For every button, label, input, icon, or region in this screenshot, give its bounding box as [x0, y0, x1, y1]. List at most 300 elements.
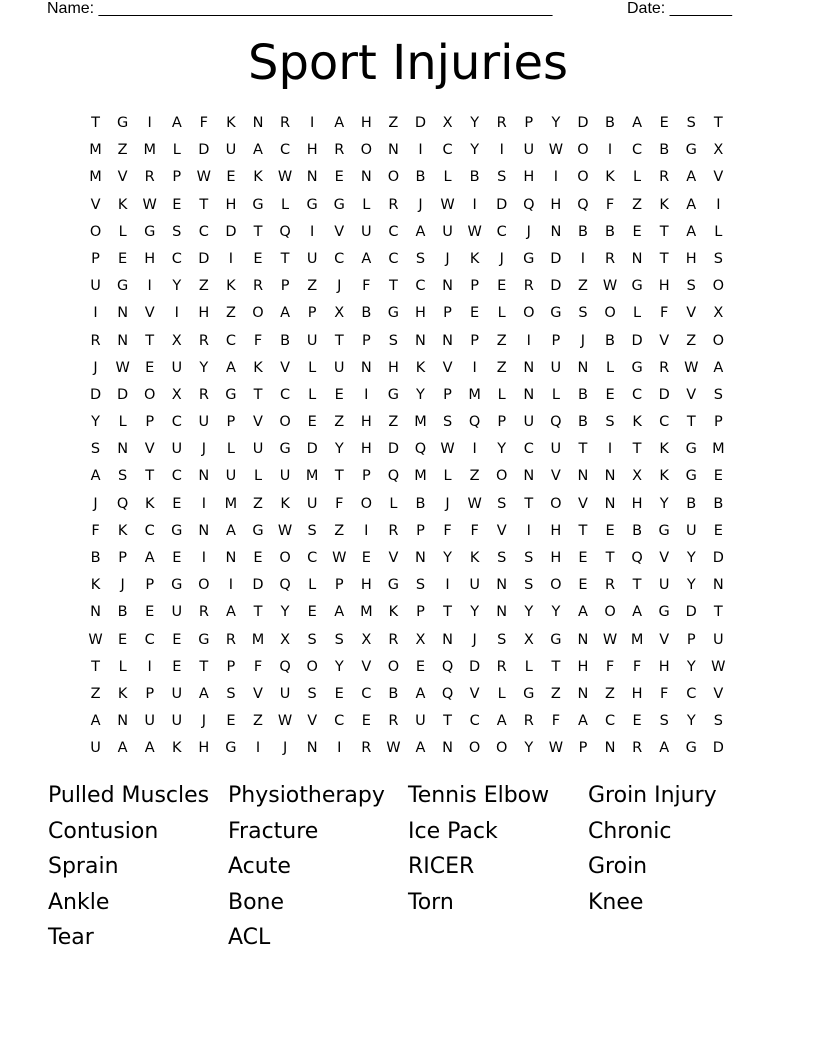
grid-letter[interactable]: L: [497, 305, 506, 322]
grid-letter[interactable]: I: [364, 386, 369, 403]
grid-letter[interactable]: J: [201, 713, 206, 730]
grid-letter[interactable]: G: [198, 631, 210, 648]
grid-letter[interactable]: E: [632, 713, 642, 730]
grid-letter[interactable]: O: [360, 142, 373, 159]
grid-letter[interactable]: Y: [686, 577, 696, 594]
grid-letter[interactable]: E: [118, 250, 128, 267]
grid-letter[interactable]: V: [253, 685, 263, 702]
grid-letter[interactable]: Y: [659, 495, 669, 512]
grid-letter[interactable]: E: [497, 278, 507, 295]
grid-letter[interactable]: H: [577, 658, 589, 675]
grid-letter[interactable]: H: [198, 305, 210, 322]
grid-letter[interactable]: V: [307, 713, 318, 730]
grid-letter[interactable]: P: [118, 550, 127, 566]
grid-letter[interactable]: C: [523, 441, 534, 458]
grid-letter[interactable]: Z: [198, 278, 209, 295]
grid-letter[interactable]: G: [550, 631, 562, 648]
grid-letter[interactable]: U: [225, 468, 237, 485]
grid-letter[interactable]: N: [387, 142, 399, 159]
grid-letter[interactable]: A: [198, 685, 209, 702]
grid-letter[interactable]: G: [685, 468, 697, 485]
grid-letter[interactable]: V: [496, 522, 507, 539]
grid-letter[interactable]: D: [414, 115, 427, 131]
grid-letter[interactable]: K: [172, 740, 182, 757]
grid-letter[interactable]: E: [334, 169, 344, 186]
grid-letter[interactable]: V: [334, 223, 345, 240]
grid-letter[interactable]: Z: [225, 305, 236, 322]
grid-letter[interactable]: C: [632, 142, 643, 159]
grid-letter[interactable]: P: [470, 278, 479, 295]
grid-letter[interactable]: C: [334, 713, 345, 730]
grid-letter[interactable]: S: [713, 713, 723, 730]
grid-letter[interactable]: F: [253, 332, 263, 349]
grid-letter[interactable]: I: [147, 115, 152, 131]
grid-letter[interactable]: Q: [468, 414, 481, 431]
grid-letter[interactable]: V: [713, 685, 724, 702]
grid-letter[interactable]: W: [548, 142, 564, 159]
grid-letter[interactable]: N: [306, 740, 318, 757]
grid-letter[interactable]: G: [144, 223, 156, 240]
grid-letter[interactable]: A: [225, 604, 236, 621]
grid-letter[interactable]: Y: [280, 604, 290, 621]
grid-letter[interactable]: P: [361, 468, 371, 485]
grid-letter[interactable]: S: [388, 332, 398, 349]
grid-letter[interactable]: G: [333, 196, 345, 213]
grid-letter[interactable]: H: [631, 495, 643, 512]
grid-letter[interactable]: I: [607, 441, 613, 458]
grid-letter[interactable]: J: [499, 250, 504, 267]
grid-letter[interactable]: U: [415, 713, 426, 730]
grid-letter[interactable]: A: [686, 223, 697, 240]
grid-letter[interactable]: Z: [334, 414, 345, 431]
grid-letter[interactable]: S: [497, 631, 507, 648]
grid-letter[interactable]: L: [308, 359, 317, 376]
grid-letter[interactable]: S: [497, 495, 507, 512]
grid-letter[interactable]: H: [144, 250, 156, 267]
grid-letter[interactable]: G: [387, 305, 400, 322]
grid-letter[interactable]: Z: [686, 332, 697, 349]
grid-letter[interactable]: E: [659, 115, 669, 131]
grid-letter[interactable]: W: [548, 740, 564, 757]
grid-letter[interactable]: H: [658, 278, 670, 295]
grid-letter[interactable]: C: [225, 332, 236, 349]
grid-letter[interactable]: S: [307, 522, 317, 539]
grid-letter[interactable]: W: [711, 658, 726, 675]
grid-letter[interactable]: W: [440, 441, 455, 458]
grid-letter[interactable]: V: [686, 305, 697, 322]
grid-letter[interactable]: H: [225, 196, 237, 213]
grid-letter[interactable]: G: [387, 386, 400, 403]
grid-letter[interactable]: O: [604, 604, 616, 621]
grid-letter[interactable]: A: [686, 169, 697, 186]
grid-letter[interactable]: U: [523, 414, 535, 431]
grid-letter[interactable]: S: [713, 386, 723, 403]
grid-letter[interactable]: D: [469, 658, 481, 675]
grid-letter[interactable]: L: [524, 658, 533, 675]
grid-letter[interactable]: U: [469, 577, 480, 594]
grid-letter[interactable]: D: [306, 441, 318, 458]
grid-letter[interactable]: P: [686, 631, 696, 648]
grid-letter[interactable]: E: [632, 223, 642, 240]
grid-letter[interactable]: N: [577, 359, 589, 376]
grid-letter[interactable]: E: [172, 631, 182, 648]
grid-letter[interactable]: U: [713, 631, 724, 648]
grid-letter[interactable]: A: [117, 740, 128, 757]
grid-letter[interactable]: T: [280, 250, 290, 267]
grid-letter[interactable]: T: [199, 658, 209, 675]
grid-letter[interactable]: W: [602, 631, 618, 648]
grid-letter[interactable]: E: [713, 468, 723, 485]
grid-letter[interactable]: D: [685, 604, 697, 621]
grid-letter[interactable]: Y: [686, 713, 696, 730]
grid-letter[interactable]: P: [172, 169, 182, 186]
grid-letter[interactable]: J: [445, 495, 450, 512]
grid-letter[interactable]: G: [523, 250, 535, 267]
grid-letter[interactable]: G: [171, 577, 183, 594]
grid-letter[interactable]: L: [443, 468, 452, 485]
grid-letter[interactable]: C: [307, 550, 318, 566]
grid-letter[interactable]: H: [685, 250, 697, 267]
grid-letter[interactable]: L: [253, 468, 263, 485]
grid-letter[interactable]: C: [388, 223, 399, 240]
grid-letter[interactable]: T: [91, 658, 100, 675]
grid-letter[interactable]: G: [658, 604, 670, 621]
grid-letter[interactable]: P: [226, 658, 236, 675]
grid-letter[interactable]: U: [144, 713, 155, 730]
grid-letter[interactable]: Z: [632, 196, 643, 213]
grid-letter[interactable]: C: [144, 522, 155, 539]
grid-letter[interactable]: Z: [307, 278, 318, 295]
grid-letter[interactable]: T: [659, 250, 669, 267]
grid-letter[interactable]: L: [118, 414, 127, 431]
grid-letter[interactable]: U: [306, 250, 318, 267]
grid-letter[interactable]: M: [305, 468, 319, 485]
grid-letter[interactable]: A: [171, 115, 182, 131]
grid-letter[interactable]: E: [605, 522, 615, 539]
grid-letter[interactable]: T: [632, 577, 642, 594]
grid-letter[interactable]: B: [415, 495, 426, 512]
grid-letter[interactable]: O: [523, 305, 535, 322]
grid-letter[interactable]: V: [117, 169, 128, 186]
grid-letter[interactable]: G: [685, 142, 697, 159]
grid-letter[interactable]: H: [360, 414, 372, 431]
grid-letter[interactable]: S: [497, 550, 507, 566]
grid-letter[interactable]: U: [333, 359, 345, 376]
grid-letter[interactable]: F: [605, 196, 615, 213]
grid-letter[interactable]: B: [361, 305, 372, 322]
grid-letter[interactable]: G: [116, 115, 129, 131]
grid-letter[interactable]: A: [659, 740, 670, 757]
grid-letter[interactable]: I: [228, 250, 234, 267]
grid-letter[interactable]: W: [467, 223, 482, 240]
grid-letter[interactable]: P: [361, 332, 371, 349]
grid-letter[interactable]: R: [334, 142, 345, 159]
grid-letter[interactable]: A: [361, 250, 372, 267]
grid-letter[interactable]: N: [198, 522, 210, 539]
grid-letter[interactable]: D: [658, 386, 670, 403]
grid-letter[interactable]: T: [605, 550, 615, 566]
grid-letter[interactable]: O: [279, 414, 291, 431]
grid-letter[interactable]: M: [360, 604, 373, 621]
grid-letter[interactable]: H: [387, 359, 399, 376]
grid-letter[interactable]: G: [279, 441, 291, 458]
grid-letter[interactable]: A: [496, 713, 507, 730]
grid-letter[interactable]: E: [145, 359, 155, 376]
grid-letter[interactable]: E: [361, 550, 371, 566]
grid-letter[interactable]: O: [577, 142, 589, 159]
grid-letter[interactable]: S: [524, 577, 534, 594]
grid-letter[interactable]: M: [89, 169, 102, 186]
grid-letter[interactable]: S: [90, 441, 101, 458]
grid-letter[interactable]: D: [712, 550, 724, 566]
grid-letter[interactable]: I: [716, 196, 721, 213]
grid-letter[interactable]: F: [632, 658, 642, 675]
grid-letter[interactable]: T: [551, 658, 561, 675]
grid-letter[interactable]: F: [253, 658, 263, 675]
grid-letter[interactable]: Z: [469, 468, 480, 485]
grid-letter[interactable]: A: [415, 685, 426, 702]
grid-letter[interactable]: O: [89, 223, 102, 240]
grid-letter[interactable]: B: [659, 142, 670, 159]
grid-letter[interactable]: H: [306, 142, 318, 159]
grid-letter[interactable]: S: [686, 115, 696, 131]
grid-letter[interactable]: I: [472, 359, 477, 376]
grid-letter[interactable]: N: [577, 631, 589, 648]
grid-letter[interactable]: S: [497, 169, 507, 186]
grid-letter[interactable]: I: [201, 495, 206, 512]
grid-letter[interactable]: T: [253, 604, 263, 621]
grid-letter[interactable]: R: [198, 386, 209, 403]
grid-letter[interactable]: Z: [253, 713, 263, 730]
grid-letter[interactable]: Y: [524, 740, 534, 757]
grid-letter[interactable]: K: [659, 468, 669, 485]
grid-letter[interactable]: E: [226, 169, 236, 186]
grid-letter[interactable]: W: [332, 550, 347, 566]
grid-letter[interactable]: K: [226, 115, 236, 131]
grid-letter[interactable]: G: [116, 278, 129, 295]
grid-letter[interactable]: C: [361, 685, 372, 702]
grid-letter[interactable]: N: [577, 685, 589, 702]
grid-letter[interactable]: Q: [279, 223, 291, 240]
grid-letter[interactable]: U: [252, 441, 264, 458]
grid-letter[interactable]: T: [199, 196, 209, 213]
grid-letter[interactable]: T: [443, 604, 452, 621]
grid-letter[interactable]: S: [686, 278, 696, 295]
grid-letter[interactable]: L: [497, 386, 506, 403]
grid-letter[interactable]: R: [388, 631, 399, 648]
grid-letter[interactable]: P: [443, 305, 452, 322]
grid-letter[interactable]: X: [713, 142, 724, 159]
grid-letter[interactable]: C: [659, 414, 670, 431]
grid-letter[interactable]: K: [659, 441, 669, 458]
grid-letter[interactable]: N: [198, 468, 210, 485]
grid-letter[interactable]: T: [145, 468, 155, 485]
grid-letter[interactable]: T: [388, 278, 398, 295]
grid-letter[interactable]: I: [472, 441, 477, 458]
grid-letter[interactable]: S: [172, 223, 182, 240]
grid-letter[interactable]: A: [280, 305, 291, 322]
grid-letter[interactable]: U: [90, 278, 101, 295]
grid-letter[interactable]: F: [91, 522, 100, 539]
grid-letter[interactable]: E: [415, 658, 426, 675]
grid-letter[interactable]: B: [90, 550, 101, 566]
grid-letter[interactable]: P: [497, 414, 507, 431]
grid-letter[interactable]: Y: [686, 658, 696, 675]
grid-letter[interactable]: K: [415, 359, 426, 376]
grid-letter[interactable]: T: [578, 441, 588, 458]
grid-letter[interactable]: D: [89, 386, 102, 403]
grid-letter[interactable]: E: [145, 604, 155, 621]
grid-letter[interactable]: M: [414, 468, 427, 485]
grid-letter[interactable]: Q: [279, 658, 291, 675]
grid-letter[interactable]: X: [415, 631, 426, 648]
grid-letter[interactable]: L: [308, 577, 317, 594]
grid-letter[interactable]: K: [253, 359, 263, 376]
grid-letter[interactable]: R: [523, 713, 534, 730]
grid-letter[interactable]: I: [174, 305, 179, 322]
grid-letter[interactable]: A: [144, 740, 155, 757]
grid-letter[interactable]: L: [118, 658, 127, 675]
grid-letter[interactable]: X: [280, 631, 291, 648]
grid-letter[interactable]: X: [171, 386, 182, 403]
grid-letter[interactable]: M: [630, 631, 644, 648]
grid-letter[interactable]: O: [496, 740, 508, 757]
grid-letter[interactable]: O: [306, 658, 318, 675]
grid-letter[interactable]: D: [550, 250, 562, 267]
grid-letter[interactable]: Y: [334, 658, 344, 675]
grid-letter[interactable]: U: [685, 522, 697, 539]
grid-letter[interactable]: F: [605, 658, 615, 675]
grid-letter[interactable]: L: [633, 169, 642, 186]
grid-letter[interactable]: R: [632, 740, 643, 757]
grid-letter[interactable]: T: [253, 386, 263, 403]
grid-letter[interactable]: Q: [523, 196, 535, 213]
grid-letter[interactable]: Q: [116, 495, 129, 512]
grid-letter[interactable]: E: [253, 550, 263, 566]
grid-letter[interactable]: D: [117, 386, 129, 403]
grid-letter[interactable]: S: [442, 414, 453, 431]
grid-letter[interactable]: N: [712, 577, 724, 594]
grid-letter[interactable]: S: [524, 550, 534, 566]
grid-letter[interactable]: F: [660, 305, 669, 322]
grid-letter[interactable]: C: [198, 223, 209, 240]
grid-letter[interactable]: L: [497, 685, 506, 702]
grid-letter[interactable]: W: [684, 359, 699, 376]
grid-letter[interactable]: N: [604, 740, 616, 757]
grid-letter[interactable]: V: [577, 495, 588, 512]
grid-letter[interactable]: N: [604, 495, 616, 512]
grid-letter[interactable]: O: [360, 495, 373, 512]
grid-letter[interactable]: O: [143, 386, 156, 403]
grid-letter[interactable]: C: [171, 468, 182, 485]
grid-letter[interactable]: A: [713, 359, 724, 376]
grid-letter[interactable]: B: [577, 223, 588, 240]
grid-letter[interactable]: I: [472, 196, 477, 213]
grid-letter[interactable]: V: [550, 468, 561, 485]
grid-letter[interactable]: N: [415, 332, 426, 349]
grid-letter[interactable]: R: [388, 196, 399, 213]
grid-letter[interactable]: R: [252, 278, 264, 295]
grid-letter[interactable]: O: [604, 305, 616, 322]
grid-letter[interactable]: Y: [551, 115, 561, 131]
grid-letter[interactable]: U: [198, 414, 210, 431]
grid-letter[interactable]: B: [686, 495, 697, 512]
grid-letter[interactable]: B: [469, 169, 480, 186]
grid-letter[interactable]: G: [631, 278, 643, 295]
grid-letter[interactable]: W: [386, 740, 401, 757]
grid-letter[interactable]: S: [713, 250, 723, 267]
grid-letter[interactable]: R: [225, 631, 236, 648]
grid-letter[interactable]: S: [415, 577, 426, 594]
grid-letter[interactable]: A: [225, 359, 236, 376]
grid-letter[interactable]: K: [144, 495, 155, 512]
grid-letter[interactable]: R: [604, 577, 616, 594]
grid-letter[interactable]: A: [415, 740, 426, 757]
grid-letter[interactable]: A: [253, 142, 263, 159]
grid-letter[interactable]: G: [658, 522, 670, 539]
grid-letter[interactable]: K: [605, 169, 615, 186]
grid-letter[interactable]: Y: [470, 604, 480, 621]
grid-letter[interactable]: I: [201, 550, 206, 566]
grid-letter[interactable]: K: [469, 550, 480, 566]
grid-letter[interactable]: L: [281, 196, 290, 213]
grid-letter[interactable]: N: [523, 359, 535, 376]
grid-letter[interactable]: E: [713, 522, 723, 539]
grid-letter[interactable]: P: [713, 414, 723, 431]
grid-letter[interactable]: G: [306, 196, 318, 213]
grid-letter[interactable]: V: [713, 169, 724, 186]
grid-letter[interactable]: I: [418, 142, 423, 159]
grid-letter[interactable]: P: [91, 250, 100, 267]
grid-letter[interactable]: I: [310, 115, 315, 131]
grid-letter[interactable]: E: [172, 550, 182, 566]
grid-letter[interactable]: H: [631, 685, 643, 702]
grid-letter[interactable]: M: [468, 386, 481, 403]
grid-letter[interactable]: R: [198, 332, 209, 349]
grid-letter[interactable]: X: [361, 631, 372, 648]
grid-letter[interactable]: T: [713, 115, 723, 131]
grid-letter[interactable]: J: [418, 196, 423, 213]
grid-letter[interactable]: D: [198, 250, 210, 267]
grid-letter[interactable]: T: [659, 223, 669, 240]
grid-letter[interactable]: E: [578, 550, 588, 566]
grid-letter[interactable]: P: [443, 386, 452, 403]
grid-letter[interactable]: Z: [90, 685, 101, 702]
grid-letter[interactable]: O: [550, 577, 562, 594]
grid-letter[interactable]: C: [632, 386, 643, 403]
grid-letter[interactable]: U: [171, 685, 183, 702]
grid-letter[interactable]: P: [145, 414, 155, 431]
grid-letter[interactable]: G: [225, 740, 237, 757]
grid-letter[interactable]: T: [578, 522, 588, 539]
grid-letter[interactable]: E: [578, 577, 588, 594]
grid-letter[interactable]: B: [117, 604, 128, 621]
grid-letter[interactable]: T: [632, 441, 642, 458]
grid-letter[interactable]: B: [605, 223, 615, 240]
grid-letter[interactable]: E: [334, 685, 344, 702]
grid-letter[interactable]: Q: [279, 577, 291, 594]
grid-letter[interactable]: R: [144, 169, 155, 186]
grid-letter[interactable]: R: [523, 278, 534, 295]
grid-letter[interactable]: V: [659, 332, 670, 349]
grid-letter[interactable]: N: [631, 250, 643, 267]
grid-letter[interactable]: T: [713, 604, 723, 621]
grid-letter[interactable]: U: [90, 740, 101, 757]
grid-letter[interactable]: D: [577, 115, 589, 131]
grid-letter[interactable]: N: [442, 631, 453, 648]
grid-letter[interactable]: C: [280, 142, 291, 159]
grid-letter[interactable]: R: [496, 115, 507, 131]
